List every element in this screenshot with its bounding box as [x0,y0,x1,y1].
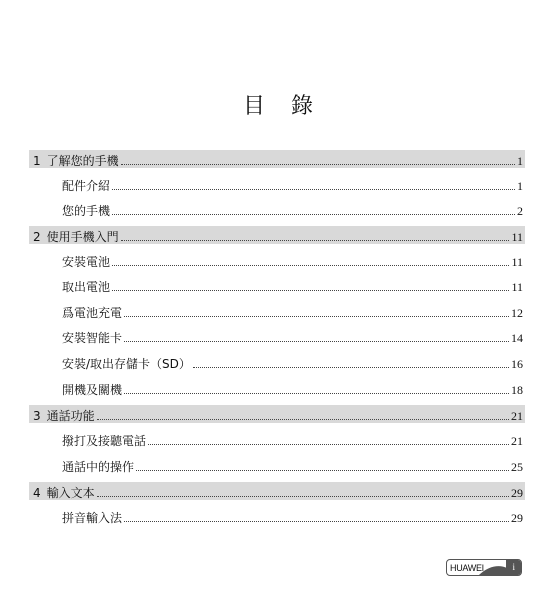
toc-page-number: 21 [511,434,523,448]
dot-leader [124,316,509,317]
toc-entry-label: 輸入文本 [46,486,95,500]
toc-chapter-number: 3 [33,409,41,423]
huawei-logo [446,559,522,576]
toc-chapter-number: 4 [33,486,41,500]
page-title: 目 錄 [242,94,315,119]
dot-leader [148,444,509,445]
toc-page-number: 18 [511,383,523,397]
toc-entry-label: 爲電池充電 [62,306,123,320]
toc-page-number: 21 [511,409,523,423]
toc-entry-label: 撥打及接聽電話 [62,434,147,448]
toc-entry-label: 您的手機 [62,204,111,218]
toc-section-row[interactable] [29,327,525,345]
toc-page-number: 1 [517,154,523,168]
dot-leader [97,496,509,497]
dot-leader [112,290,509,291]
toc-chapter-row[interactable] [29,226,525,244]
toc-page-number: 29 [511,486,523,500]
logo-brand-text: HUAWEI [450,562,484,573]
toc-chapter-row[interactable] [29,405,525,423]
toc-chapter-row[interactable] [29,482,525,500]
dot-leader [112,189,515,190]
toc-chapter-number: 1 [33,154,41,168]
dot-leader [112,265,509,266]
toc-entry-label: 取出電池 [62,280,111,294]
toc-page-number: 11 [511,280,523,294]
toc-page-number: 2 [517,204,523,218]
dot-leader [193,367,509,368]
toc-page-number: 16 [511,357,523,371]
toc-page-number: 25 [511,460,523,474]
toc-chapter-number: 2 [33,230,41,244]
toc-page-number: 11 [511,230,523,244]
dot-leader [121,164,515,165]
toc-section-row[interactable] [29,507,525,525]
toc-entry-label: 了解您的手機 [46,154,119,168]
dot-leader [124,393,509,394]
toc-section-row[interactable] [29,379,525,397]
toc-entry-label: 安裝/取出存儲卡（SD） [62,357,191,371]
toc-section-row[interactable] [29,175,525,193]
toc-section-row[interactable] [29,200,525,218]
toc-section-row[interactable] [29,276,525,294]
toc-entry-label: 使用手機入門 [46,230,119,244]
toc-entry-label: 配件介紹 [62,179,111,193]
toc-entry-label: 拼音輸入法 [62,511,123,525]
toc-section-row[interactable] [29,251,525,269]
dot-leader [121,240,510,241]
toc-page-number: 11 [511,255,523,269]
toc-page-number: 1 [517,179,523,193]
toc-entry-label: 安裝電池 [62,255,111,269]
toc-section-row[interactable] [29,353,525,371]
toc-entry-label: 通話功能 [46,409,95,423]
toc-entry-label: 安裝智能卡 [62,331,123,345]
toc-page-number: 12 [511,306,523,320]
toc-section-row[interactable] [29,430,525,448]
dot-leader [124,341,509,342]
toc-page-number: 29 [511,511,523,525]
toc-section-row[interactable] [29,302,525,320]
toc-entry-label: 通話中的操作 [62,460,135,474]
page-number: i [512,562,515,572]
dot-leader [136,470,509,471]
toc-section-row[interactable] [29,456,525,474]
dot-leader [124,521,509,522]
toc-page-number: 14 [511,331,523,345]
dot-leader [112,214,515,215]
dot-leader [97,419,509,420]
toc-chapter-row[interactable] [29,150,525,168]
toc-entry-label: 開機及關機 [62,383,123,397]
